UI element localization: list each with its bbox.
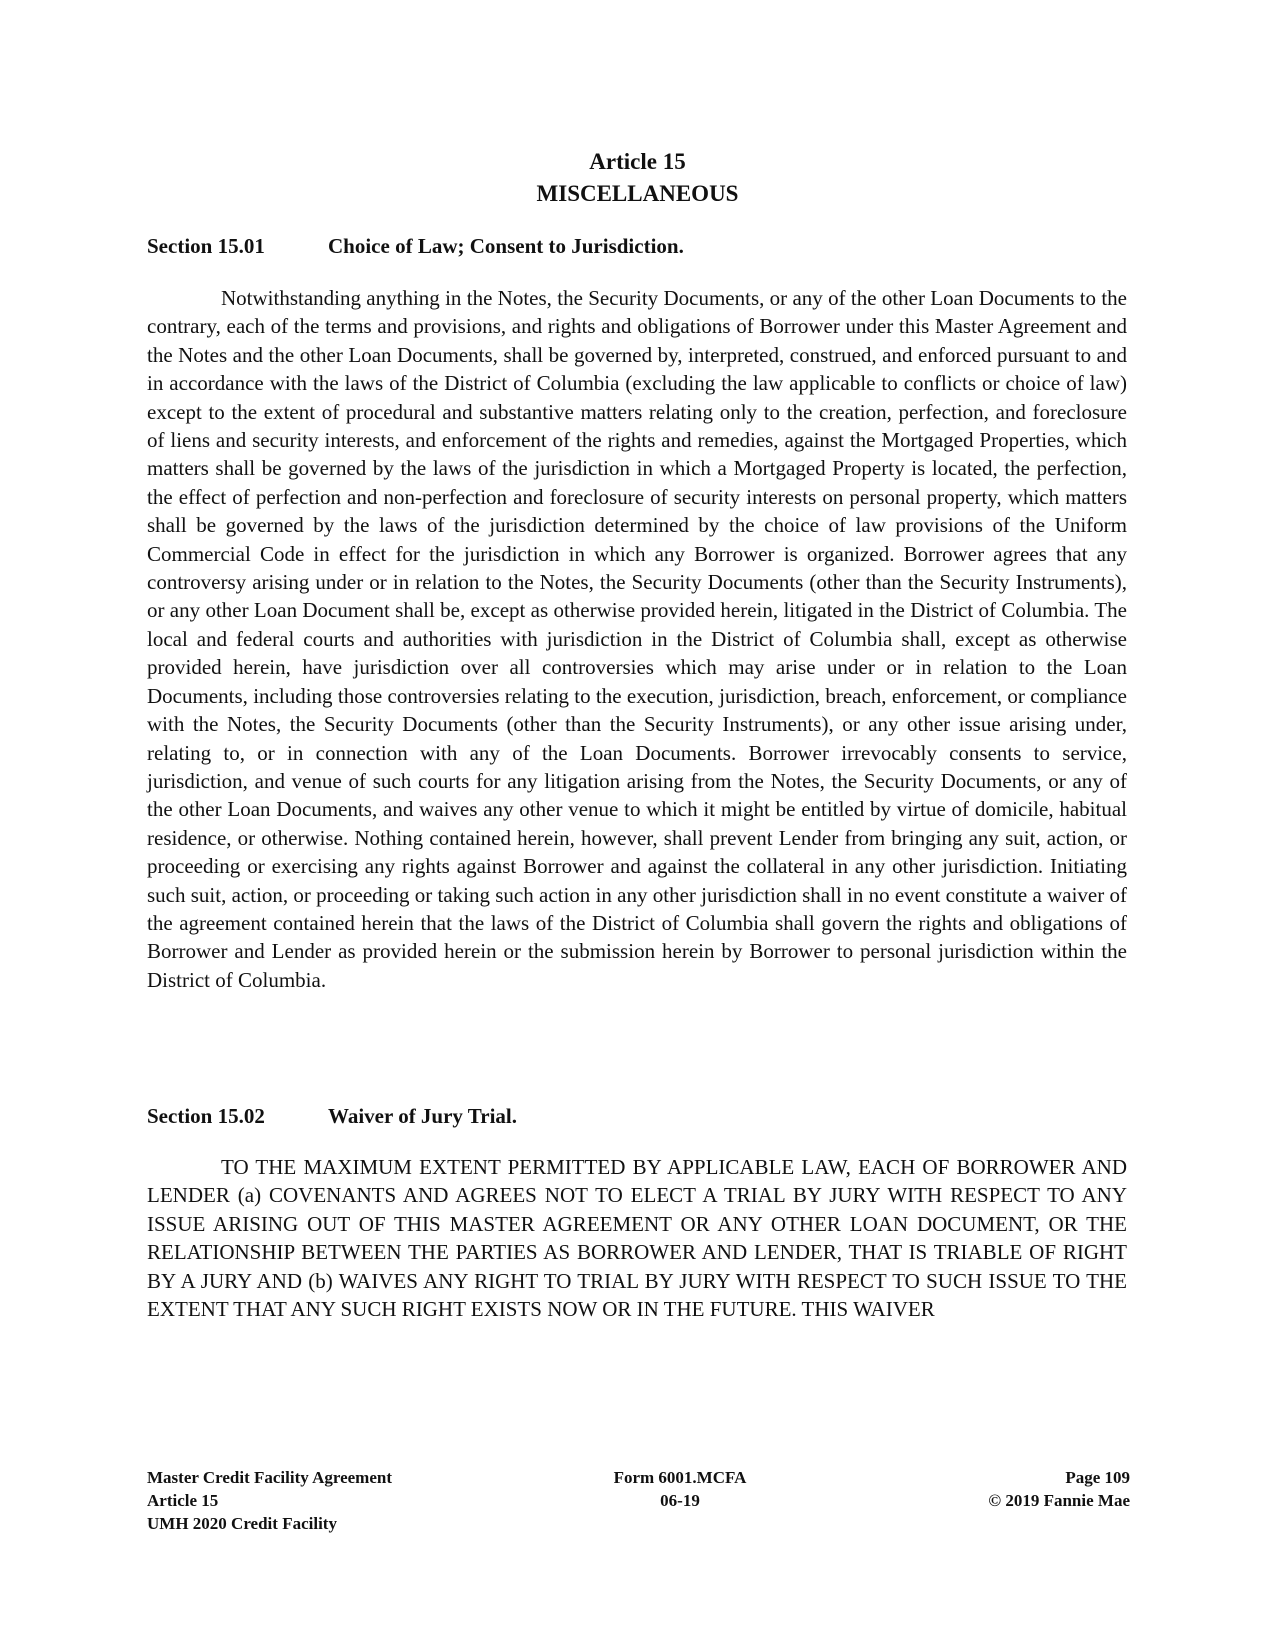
section-heading-15-01	[147, 232, 1127, 260]
footer-facility-name: UMH 2020 Credit Facility	[147, 1514, 337, 1533]
article-title: MISCELLANEOUS	[536, 181, 739, 206]
footer-right	[820, 1466, 1130, 1512]
footer-copyright: © 2019 Fannie Mae	[988, 1491, 1130, 1510]
section-title: Choice of Law; Consent to Jurisdiction.	[328, 234, 684, 258]
article-heading	[0, 146, 1275, 210]
footer-left	[147, 1466, 507, 1535]
footer-article: Article 15	[147, 1491, 219, 1510]
section-body-15-01: Notwithstanding anything in the Notes, the Security Documents, or any of the other Loan Documents to the contrary, each of the terms and provisions, and rights and obligations of Borrower under this Master Agreement and the Notes and the other Loan Documents, shall be governed by, interpreted, construed, and enforced pursuant to and in accordance with the laws of the District of Columbia (excluding the law applicable to conflicts or choice of law) except to the extent of procedural and substantive matters relating only to the creation, perfection, and foreclosure of liens and security interests, and enforcement of the rights and remedies, against the Mortgaged Properties, which matters shall be governed by the laws of the jurisdiction in which a Mortgaged Property is located, the perfection, the effect of perfection and non-perfection and foreclosure of security interests on personal property, which matters shall be governed by the laws of the jurisdiction determined by the choice of law provisions of the Uniform Commercial Code in effect for the jurisdiction in which any Borrower is organized. Borrower agrees that any controversy arising under or in relation to the Notes, the Security Documents (other than the Security Instruments), or any other Loan Document shall be, except as otherwise provided herein, litigated in the District of Columbia. The local and federal courts and authorities with jurisdiction in the District of Columbia shall, except as otherwise provided herein, have jurisdiction over all controversies which may arise under or in relation to the Loan Documents, including those controversies relating to the execution, jurisdiction, breach, enforcement, or compliance with the Notes, the Security Documents (other than the Security Instruments), or any other issue arising under, relating to, or in connection with any of the Loan Documents. Borrower irrevocably consents to service, jurisdiction, and venue of such courts for any litigation arising from the Notes, the Security Documents, or any of the other Loan Documents, and waives any other venue to which it might be entitled by virtue of domicile, habitual residence, or otherwise. Nothing contained herein, however, shall prevent Lender from bringing any suit, action, or proceeding or exercising any rights against Borrower and against the collateral in any other jurisdiction. Initiating such suit, action, or proceeding or taking such action in any other jurisdiction shall in no event constitute a waiver of the agreement contained herein that the laws of the District of Columbia shall govern the rights and obligations of Borrower and Lender as provided herein or the submission herein by Borrower to personal jurisdiction within the District of Columbia.	[147, 286, 1127, 992]
section-heading-15-02	[147, 1102, 1127, 1130]
footer-form-date: 06-19	[660, 1491, 700, 1510]
footer-center	[530, 1466, 830, 1512]
section-title: Waiver of Jury Trial.	[328, 1104, 517, 1128]
section-number: Section 15.01	[147, 234, 265, 258]
footer-agreement-name: Master Credit Facility Agreement	[147, 1468, 393, 1487]
section-body-15-02: TO THE MAXIMUM EXTENT PERMITTED BY APPLICABLE LAW, EACH OF BORROWER AND LENDER (a) COVENANTS AND AGREES NOT TO ELECT A TRIAL BY JURY WITH RESPECT TO ANY ISSUE ARISING OUT OF THIS MASTER AGREEMENT OR ANY OTHER LOAN DOCUMENT, OR THE RELATIONSHIP BETWEEN THE PARTIES AS BORROWER AND LENDER, THAT IS TRIABLE OF RIGHT BY A JURY AND (b) WAIVES ANY RIGHT TO TRIAL BY JURY WITH RESPECT TO SUCH ISSUE TO THE EXTENT THAT ANY SUCH RIGHT EXISTS NOW OR IN THE FUTURE. THIS WAIVER	[147, 1155, 1127, 1322]
footer-page-number: Page 109	[1065, 1468, 1130, 1487]
section-number: Section 15.02	[147, 1104, 265, 1128]
article-number: Article 15	[589, 149, 686, 174]
footer-form-number: Form 6001.MCFA	[613, 1468, 747, 1487]
